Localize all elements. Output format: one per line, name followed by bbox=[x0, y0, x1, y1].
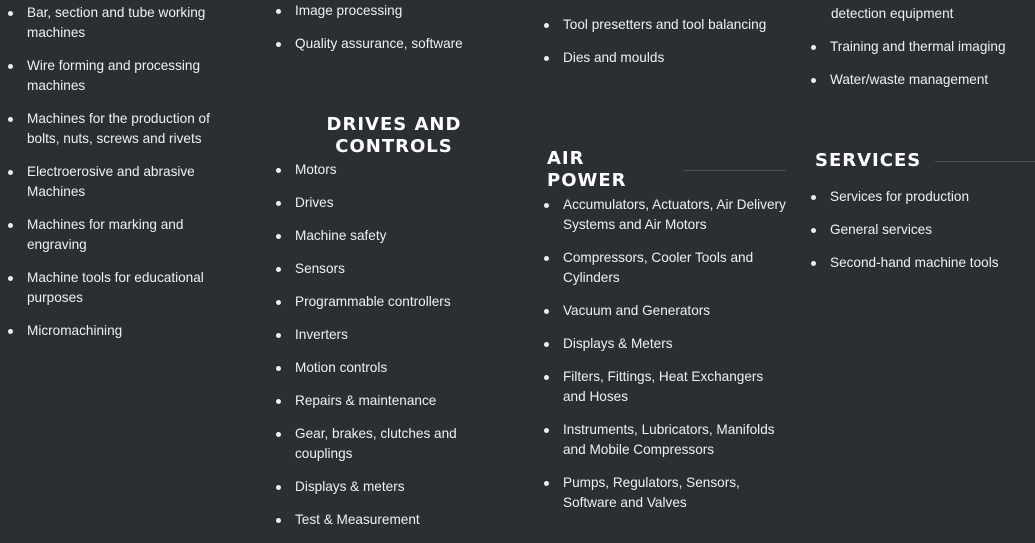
list-item-label: Machines for the production of bolts, nuts, screws and rivets bbox=[27, 111, 210, 146]
bullet-icon bbox=[276, 201, 281, 206]
bullet-icon bbox=[8, 11, 13, 16]
list-item[interactable] bbox=[268, 259, 513, 279]
list-item-label: Micromachining bbox=[27, 323, 123, 338]
list-item-label: Services for production bbox=[830, 189, 970, 204]
list-item-label: Vacuum and Generators bbox=[563, 303, 711, 318]
list-item[interactable] bbox=[536, 334, 786, 354]
list-item[interactable] bbox=[0, 3, 240, 43]
list-item-label: Filters, Fittings, Heat Exchangers and Hoses bbox=[563, 369, 764, 404]
list-item-label: Programmable controllers bbox=[295, 294, 451, 309]
bullet-icon bbox=[276, 168, 281, 173]
list-item-label: Machine tools for educational purposes bbox=[27, 270, 204, 305]
list-item[interactable] bbox=[268, 510, 513, 530]
list-item-label: Sensors bbox=[295, 261, 345, 276]
bullet-icon bbox=[276, 300, 281, 305]
bullet-icon bbox=[8, 276, 13, 281]
bullet-icon bbox=[276, 432, 281, 437]
list-item[interactable] bbox=[536, 15, 786, 35]
list-item-label: Test & Measurement bbox=[295, 512, 420, 527]
list-item-label: Motors bbox=[295, 162, 337, 177]
list-item[interactable] bbox=[536, 420, 786, 460]
bullet-icon bbox=[276, 366, 281, 371]
list-item-label: Quality assurance, software bbox=[295, 36, 463, 51]
list-item-label: Inverters bbox=[295, 327, 348, 342]
list-item[interactable] bbox=[268, 391, 513, 411]
bullet-icon bbox=[276, 333, 281, 338]
section-heading-label: SERVICES bbox=[815, 150, 922, 171]
bullet-icon bbox=[8, 64, 13, 69]
bullet-icon bbox=[544, 23, 549, 28]
section-heading-air-power bbox=[547, 148, 786, 192]
machine-tools-list bbox=[0, 3, 240, 354]
bullet-icon bbox=[276, 42, 281, 47]
bullet-icon bbox=[276, 399, 281, 404]
list-item-label: Water/waste management bbox=[830, 72, 989, 87]
bullet-icon bbox=[8, 170, 13, 175]
list-item[interactable] bbox=[0, 215, 240, 255]
list-item-label: Wire forming and processing machines bbox=[27, 58, 201, 93]
bullet-icon bbox=[811, 261, 816, 266]
bullet-icon bbox=[8, 117, 13, 122]
list-item[interactable] bbox=[0, 321, 240, 341]
list-item-label: Drives bbox=[295, 195, 334, 210]
heading-divider bbox=[935, 161, 1035, 162]
list-item[interactable] bbox=[0, 109, 240, 149]
services-top-list bbox=[803, 37, 1035, 103]
bullet-icon bbox=[276, 9, 281, 14]
bullet-icon bbox=[544, 428, 549, 433]
bullet-icon bbox=[811, 228, 816, 233]
list-item[interactable] bbox=[536, 248, 786, 288]
list-item-label: Bar, section and tube working machines bbox=[27, 5, 206, 40]
list-item[interactable] bbox=[536, 473, 786, 513]
bullet-icon bbox=[544, 203, 549, 208]
services-list bbox=[803, 187, 1035, 286]
list-item-label: Dies and moulds bbox=[563, 50, 665, 65]
heading-divider bbox=[683, 170, 786, 171]
list-item[interactable] bbox=[0, 268, 240, 308]
section-heading-services bbox=[815, 150, 1035, 172]
list-item[interactable] bbox=[268, 358, 513, 378]
bullet-icon bbox=[8, 223, 13, 228]
list-item[interactable] bbox=[803, 187, 1035, 207]
bullet-icon bbox=[8, 329, 13, 334]
list-item[interactable] bbox=[803, 220, 1035, 240]
list-item[interactable] bbox=[268, 424, 513, 464]
list-item-label: Motion controls bbox=[295, 360, 388, 375]
drives-top-list bbox=[268, 1, 513, 67]
list-item-label: Displays & meters bbox=[295, 479, 405, 494]
air-power-top-list bbox=[536, 15, 786, 81]
list-item[interactable] bbox=[536, 195, 786, 235]
list-item-label: Electroerosive and abrasive Machines bbox=[27, 164, 195, 199]
list-item[interactable] bbox=[268, 34, 513, 54]
list-item-label: Tool presetters and tool balancing bbox=[563, 17, 767, 32]
list-item-label: Training and thermal imaging bbox=[830, 39, 1006, 54]
bullet-icon bbox=[544, 375, 549, 380]
list-item-label: Second-hand machine tools bbox=[830, 255, 999, 270]
list-item[interactable] bbox=[268, 193, 513, 213]
list-item-label: Gear, brakes, clutches and couplings bbox=[295, 426, 457, 461]
section-heading-label: AIR POWER bbox=[547, 148, 627, 191]
list-item[interactable] bbox=[268, 1, 513, 21]
list-item[interactable] bbox=[268, 160, 513, 180]
bullet-icon bbox=[276, 234, 281, 239]
list-item-label: Compressors, Cooler Tools and Cylinders bbox=[563, 250, 754, 285]
list-item-label: Repairs & maintenance bbox=[295, 393, 437, 408]
list-item[interactable] bbox=[536, 48, 786, 68]
air-power-list bbox=[536, 195, 786, 526]
bullet-icon bbox=[544, 342, 549, 347]
list-item-label: General services bbox=[830, 222, 932, 237]
list-item[interactable] bbox=[268, 292, 513, 312]
bullet-icon bbox=[811, 195, 816, 200]
bullet-icon bbox=[276, 518, 281, 523]
list-item-continuation[interactable]: detection equipment bbox=[831, 6, 954, 21]
bullet-icon bbox=[544, 481, 549, 486]
bullet-icon bbox=[544, 309, 549, 314]
bullet-icon bbox=[276, 485, 281, 490]
section-heading-drives-and-controls: DRIVES AND CONTROLS bbox=[326, 114, 462, 157]
bullet-icon bbox=[276, 267, 281, 272]
list-item[interactable] bbox=[536, 367, 786, 407]
list-item-label: Accumulators, Actuators, Air Delivery Systems and Air Motors bbox=[563, 197, 786, 232]
list-item[interactable] bbox=[0, 56, 240, 96]
list-item[interactable] bbox=[803, 253, 1035, 273]
list-item[interactable] bbox=[0, 162, 240, 202]
drives-and-controls-list bbox=[268, 160, 513, 543]
list-item[interactable] bbox=[536, 301, 786, 321]
list-item[interactable] bbox=[268, 325, 513, 345]
list-item[interactable] bbox=[803, 37, 1035, 57]
list-item-label: Machines for marking and engraving bbox=[27, 217, 184, 252]
list-item-label: Instruments, Lubricators, Manifolds and Mobile Compressors bbox=[563, 422, 775, 457]
bullet-icon bbox=[811, 78, 816, 83]
bullet-icon bbox=[544, 56, 549, 61]
list-item[interactable] bbox=[803, 70, 1035, 90]
list-item-label: Pumps, Regulators, Sensors, Software and Valves bbox=[563, 475, 740, 510]
list-item[interactable] bbox=[268, 477, 513, 497]
list-item-label: Machine safety bbox=[295, 228, 387, 243]
list-item-label: Image processing bbox=[295, 3, 403, 18]
list-item[interactable] bbox=[268, 226, 513, 246]
bullet-icon bbox=[544, 256, 549, 261]
list-item-label: Displays & Meters bbox=[563, 336, 673, 351]
bullet-icon bbox=[811, 45, 816, 50]
